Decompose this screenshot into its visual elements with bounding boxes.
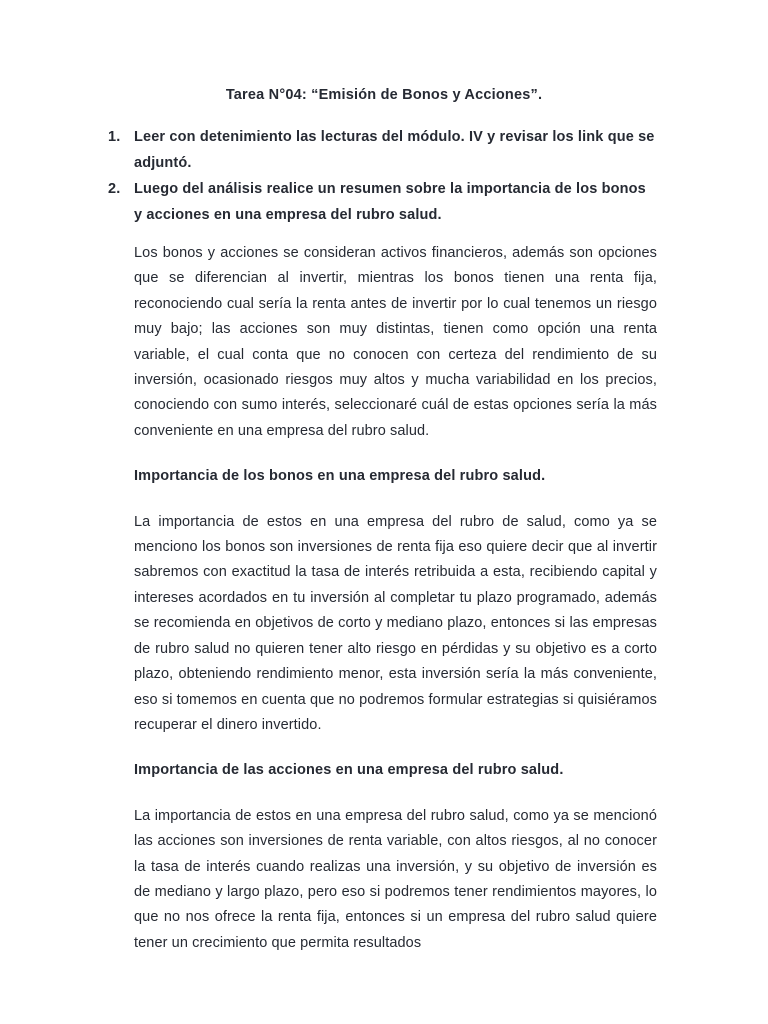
task-number: 1. [108, 129, 121, 145]
intro-paragraph: Los bonos y acciones se consideran activos financieros, además son opciones que se diferencian al invertir, mientras los bonos tienen una renta fija, reconociendo cual sería la renta antes de invertir por lo cual tenemos un riesgo muy bajo; las acciones son muy distintas, tienen como opción una renta variable, el cual conta que no conocen con certeza del rendimiento de su inversión, ocasionado riesgos muy altos y mucha variabilidad en los precios, conociendo con sumo interés, seleccionaré cuál de estas opciones sería la más conveniente en una empresa del rubro salud. [134, 245, 657, 439]
task-item-1 [108, 124, 658, 176]
section-heading-acciones: Importancia de las acciones en una empresa del rubro salud. [134, 762, 564, 779]
document-body [134, 241, 657, 976]
task-number: 2. [108, 181, 121, 197]
section-heading-bonos: Importancia de los bonos en una empresa del rubro salud. [134, 468, 546, 485]
task-list [108, 124, 658, 228]
task-item-2 [108, 176, 658, 228]
task-text: Luego del análisis realice un resumen sobre la importancia de los bonos y acciones en una empresa del rubro salud. [134, 181, 646, 223]
task-text: Leer con detenimiento las lecturas del módulo. IV y revisar los link que se adjuntó. [134, 129, 655, 171]
section-paragraph-bonos: La importancia de estos en una empresa del rubro de salud, como ya se menciono los bonos son inversiones de renta fija eso quiere decir que al invertir sabremos con exactitud la tasa de interés retribuida a esta, recibiendo capital y intereses acordados en tu inversión al completar tu plazo programado, además se recomienda en objetivos de corto y mediano plazo, entonces si las empresas de rubro salud no quieren tener alto riesgo en pérdidas y su objetivo es a corto plazo, obteniendo rendimiento menor, esta inversión sería la más conveniente, eso si tomemos en cuenta que no podremos formular estrategias si quisiéramos recuperar el dinero invertido. [134, 513, 657, 733]
section-paragraph-acciones: La importancia de estos en una empresa del rubro salud, como ya se mencionó las acciones son inversiones de renta variable, con altos riesgos, al no conocer la tasa de interés cuando realizas una inversión, y su objetivo de inversión es de mediano y largo plazo, pero eso si podremos tener rendimientos mayores, lo que no nos ofrece la renta fija, entonces si un empresa del rubro salud quiere tener un crecimiento que permita resultados [134, 807, 657, 951]
document-title: Tarea N°04: “Emisión de Bonos y Acciones”. [225, 87, 543, 103]
